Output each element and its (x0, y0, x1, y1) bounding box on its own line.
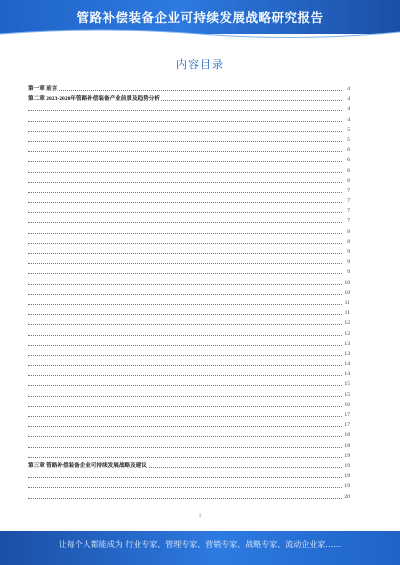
toc-leader-dots (28, 447, 342, 448)
toc-leader-dots (28, 233, 342, 234)
toc-entry[interactable] (28, 115, 350, 125)
toc-entry[interactable] (28, 481, 350, 491)
toc-leader-dots (28, 182, 342, 183)
toc-page-number: 5 (342, 135, 350, 145)
toc-leader-dots (28, 406, 342, 407)
toc-page-number: 7 (342, 206, 350, 216)
toc-leader-dots (28, 121, 342, 122)
footer-slogan: 让每个人都能成为 行业专家、管理专家、营销专家、战略专家、流动企业家…… (58, 540, 342, 549)
toc-entry[interactable] (28, 288, 350, 298)
toc-page-number: 20 (342, 492, 350, 502)
toc-page-number: 7 (342, 196, 350, 206)
toc-entry[interactable] (28, 206, 350, 216)
toc-page-number: 5 (342, 125, 350, 135)
toc-entry[interactable] (28, 267, 350, 277)
toc-page-number: 6 (342, 166, 350, 176)
toc-page-number: 9 (342, 257, 350, 267)
toc-entry[interactable] (28, 410, 350, 420)
table-of-contents (28, 84, 350, 502)
toc-leader-dots (28, 141, 342, 142)
toc-leader-dots (28, 161, 342, 162)
toc-leader-dots (28, 314, 342, 315)
toc-leader-dots (28, 487, 342, 488)
toc-page-number: 15 (342, 390, 350, 400)
toc-entry[interactable] (28, 278, 350, 288)
toc-leader-dots (28, 324, 342, 325)
toc-leader-dots (28, 396, 342, 397)
toc-entry[interactable] (28, 247, 350, 257)
toc-page-number: 7 (342, 216, 350, 226)
toc-leader-dots (28, 273, 342, 274)
toc-entry[interactable] (28, 145, 350, 155)
page-number: 1 (198, 514, 202, 519)
toc-entry[interactable] (28, 308, 350, 318)
toc-page-number: 19 (342, 451, 350, 461)
toc-entry[interactable] (28, 339, 350, 349)
toc-page-number: 13 (342, 349, 350, 359)
toc-leader-dots (28, 243, 342, 244)
toc-page-number: 4 (342, 115, 350, 125)
toc-entry[interactable] (28, 227, 350, 237)
toc-entry[interactable] (28, 451, 350, 461)
toc-leader-dots (28, 457, 342, 458)
toc-page-number: 8 (342, 227, 350, 237)
toc-page-number: 10 (342, 288, 350, 298)
toc-page-number: 6 (342, 145, 350, 155)
toc-leader-dots (28, 335, 342, 336)
toc-page-number: 6 (342, 176, 350, 186)
toc-heading: 内容目录 (176, 58, 224, 71)
toc-entry[interactable] (28, 176, 350, 186)
toc-page-number: 6 (342, 155, 350, 165)
toc-leader-dots (28, 172, 342, 173)
toc-entry[interactable] (28, 329, 350, 339)
toc-leader-dots (28, 222, 342, 223)
toc-entry[interactable] (28, 216, 350, 226)
toc-page-number: 13 (342, 339, 350, 349)
toc-entry[interactable] (28, 400, 350, 410)
toc-leader-dots (28, 355, 342, 356)
toc-entry[interactable] (28, 420, 350, 430)
toc-chapter-entry[interactable] (28, 461, 350, 471)
toc-entry[interactable] (28, 492, 350, 502)
toc-page-number: 17 (342, 410, 350, 420)
toc-page-number: 4 (342, 84, 350, 94)
toc-leader-dots (28, 375, 342, 376)
toc-page-number: 11 (342, 298, 350, 308)
toc-entry[interactable] (28, 471, 350, 481)
toc-leader-dots (28, 151, 342, 152)
toc-page-number: 19 (342, 481, 350, 491)
toc-chapter-entry[interactable] (28, 94, 350, 104)
toc-entry[interactable] (28, 104, 350, 114)
toc-entry[interactable] (28, 349, 350, 359)
toc-page-number: 15 (342, 379, 350, 389)
toc-leader-dots (28, 263, 342, 264)
toc-leader-dots (28, 498, 342, 499)
toc-leader-dots (28, 192, 342, 193)
toc-chapter-entry[interactable] (28, 84, 350, 94)
toc-entry-label: 第二章 2023-2028年管路补偿装备产业前景及趋势分析 (28, 94, 161, 104)
toc-leader-dots (28, 284, 342, 285)
toc-entry[interactable] (28, 196, 350, 206)
toc-page-number: 18 (342, 430, 350, 440)
toc-leader-dots (28, 202, 342, 203)
toc-page-number: 19 (342, 461, 350, 471)
toc-entry-label: 第三章 管路补偿装备企业可持续发展战略及建议 (28, 461, 148, 471)
toc-page-number: 8 (342, 237, 350, 247)
toc-entry[interactable] (28, 318, 350, 328)
toc-leader-dots (28, 294, 342, 295)
toc-page-number: 9 (342, 267, 350, 277)
toc-leader-dots (28, 477, 342, 478)
toc-page-number: 14 (342, 359, 350, 369)
toc-page-number: 4 (342, 104, 350, 114)
toc-entry[interactable] (28, 166, 350, 176)
toc-entry[interactable] (28, 390, 350, 400)
toc-entry[interactable] (28, 257, 350, 267)
toc-entry[interactable] (28, 369, 350, 379)
toc-entry[interactable] (28, 237, 350, 247)
toc-entry[interactable] (28, 186, 350, 196)
toc-leader-dots (28, 416, 342, 417)
toc-entry[interactable] (28, 135, 350, 145)
toc-leader-dots (28, 436, 342, 437)
toc-entry[interactable] (28, 430, 350, 440)
toc-entry-label: 第一章 前言 (28, 84, 58, 94)
toc-leader-dots (28, 426, 342, 427)
toc-entry[interactable] (28, 441, 350, 451)
toc-page-number: 14 (342, 369, 350, 379)
toc-page-number: 12 (342, 318, 350, 328)
toc-page-number: 19 (342, 471, 350, 481)
toc-page-number: 7 (342, 186, 350, 196)
toc-entry[interactable] (28, 155, 350, 165)
toc-leader-dots (28, 385, 342, 386)
toc-entry[interactable] (28, 359, 350, 369)
toc-leader-dots (28, 90, 342, 91)
toc-page-number: 12 (342, 329, 350, 339)
toc-entry[interactable] (28, 379, 350, 389)
toc-entry[interactable] (28, 125, 350, 135)
toc-leader-dots (28, 304, 342, 305)
toc-leader-dots (28, 131, 342, 132)
toc-page-number: 4 (342, 94, 350, 104)
toc-leader-dots (28, 365, 342, 366)
header-swoosh-decoration (0, 26, 400, 40)
toc-leader-dots (28, 345, 342, 346)
toc-page-number: 18 (342, 441, 350, 451)
report-title: 管路补偿装备企业可持续发展战略研究报告 (76, 10, 324, 25)
toc-page-number: 16 (342, 400, 350, 410)
toc-page-number: 17 (342, 420, 350, 430)
toc-page-number: 9 (342, 247, 350, 257)
toc-leader-dots (28, 253, 342, 254)
toc-page-number: 11 (342, 308, 350, 318)
toc-leader-dots (28, 212, 342, 213)
toc-leader-dots (28, 110, 342, 111)
toc-entry[interactable] (28, 298, 350, 308)
toc-page-number: 10 (342, 278, 350, 288)
